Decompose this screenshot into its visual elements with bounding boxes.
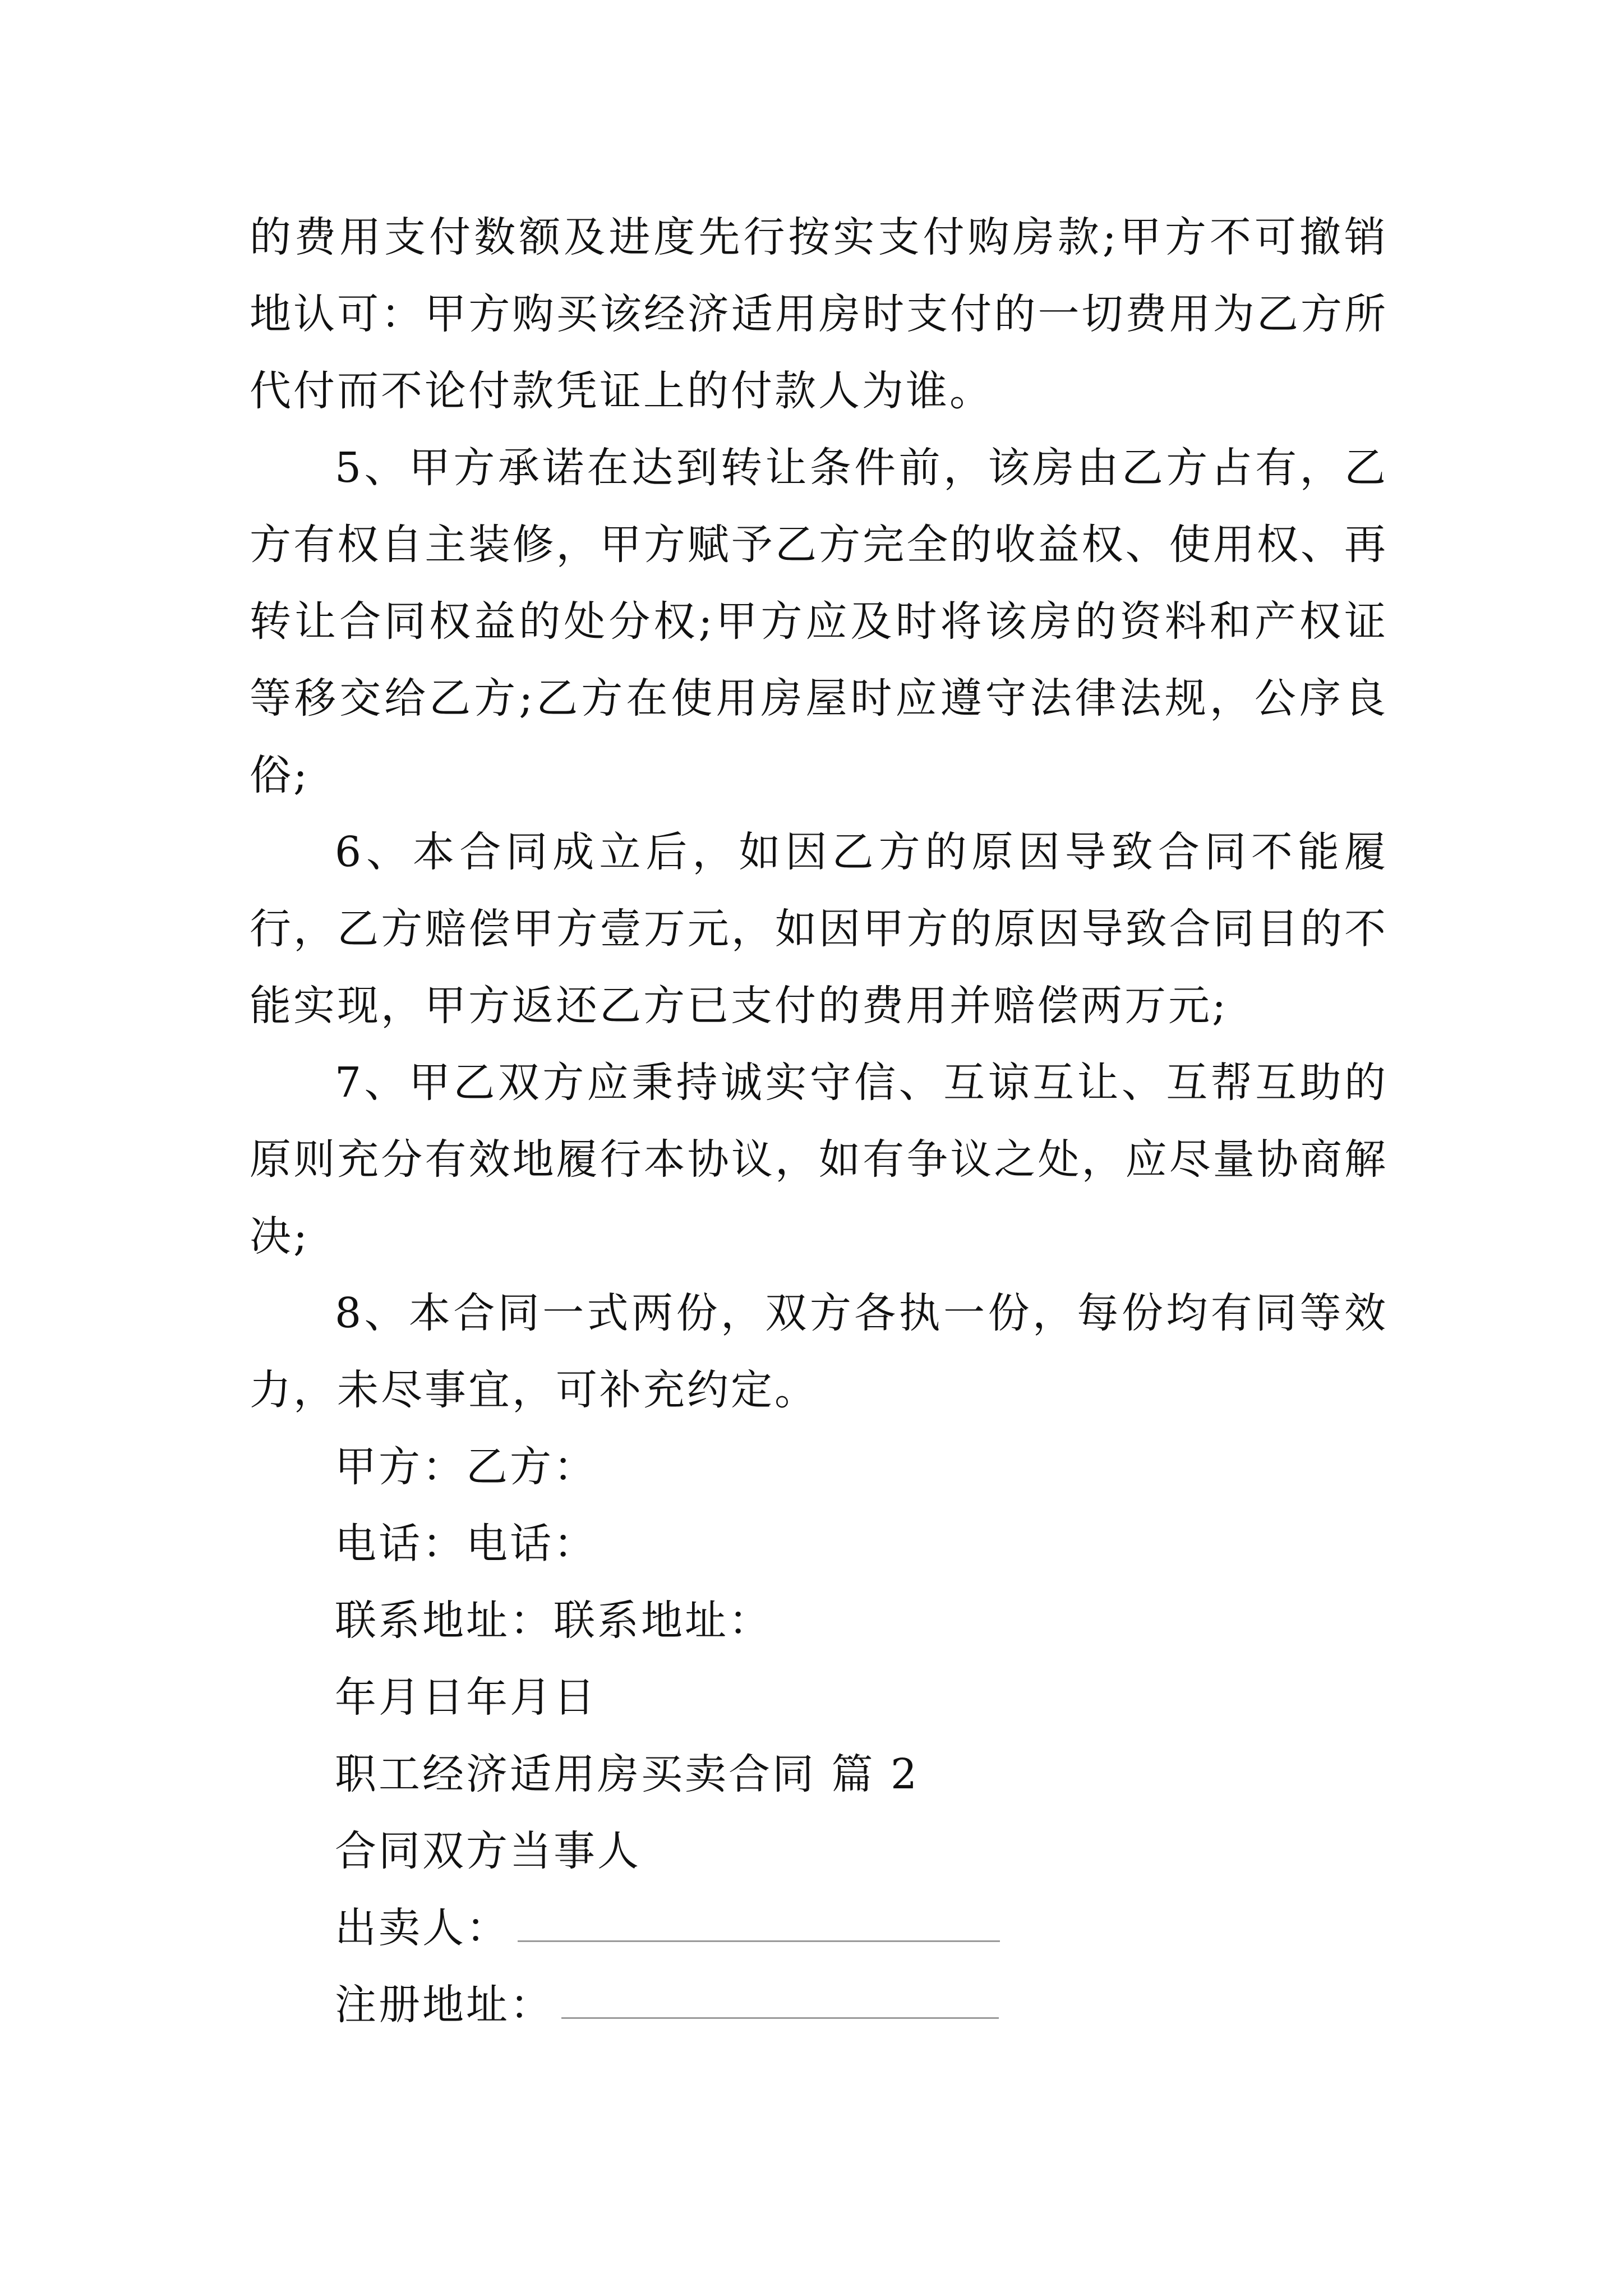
- date-line: 年月日年月日: [335, 1673, 597, 1722]
- contact-address-line: 联系地址：联系地址：: [335, 1596, 772, 1645]
- party-line: 甲方：乙方：: [335, 1443, 597, 1491]
- registered-address-blank-line: [561, 1986, 999, 2019]
- clause-5: 5、甲方承诺在达到转让条件前，该房由乙方占有，乙方有权自主装修，甲方赋予乙方完全的收益权、使用权、再转让合同权益的处分权;甲方应及时将该房的资料和产权证等移交给乙方;乙方在使用房屋时应遵守法律法规，公序良俗;: [250, 444, 1388, 799]
- registered-address-label: 注册地址：: [335, 1981, 554, 2029]
- clause-7: 7、甲乙双方应秉持诚实守信、互谅互让、互帮互助的原则充分有效地履行本协议，如有争议之处，应尽量协商解决;: [250, 1059, 1388, 1260]
- clause-8: 8、本合同一式两份，双方各执一份，每份均有同等效力，未尽事宜，可补充约定。: [250, 1289, 1388, 1414]
- section-title: 职工经济适用房买卖合同 篇 2: [335, 1750, 920, 1798]
- registered-address-field: [250, 1967, 1388, 2044]
- document-body: [250, 199, 1388, 2044]
- clause-6: 6、本合同成立后，如因乙方的原因导致合同不能履行，乙方赔偿甲方壹万元，如因甲方的原因导致合同目的不能实现，甲方返还乙方已支付的费用并赔偿两万元;: [250, 828, 1388, 1030]
- seller-field: [250, 1890, 1388, 1967]
- seller-label: 出卖人：: [335, 1904, 510, 1952]
- parties-heading: 合同双方当事人: [335, 1827, 641, 1875]
- phone-line: 电话：电话：: [335, 1520, 597, 1568]
- seller-blank-line: [518, 1909, 1000, 1942]
- paragraph-payment-continuation: 的费用支付数额及进度先行按实支付购房款;甲方不可撤销地认可：甲方购买该经济适用房时支付的一切费用为乙方所代付而不论付款凭证上的付款人为谁。: [250, 213, 1388, 415]
